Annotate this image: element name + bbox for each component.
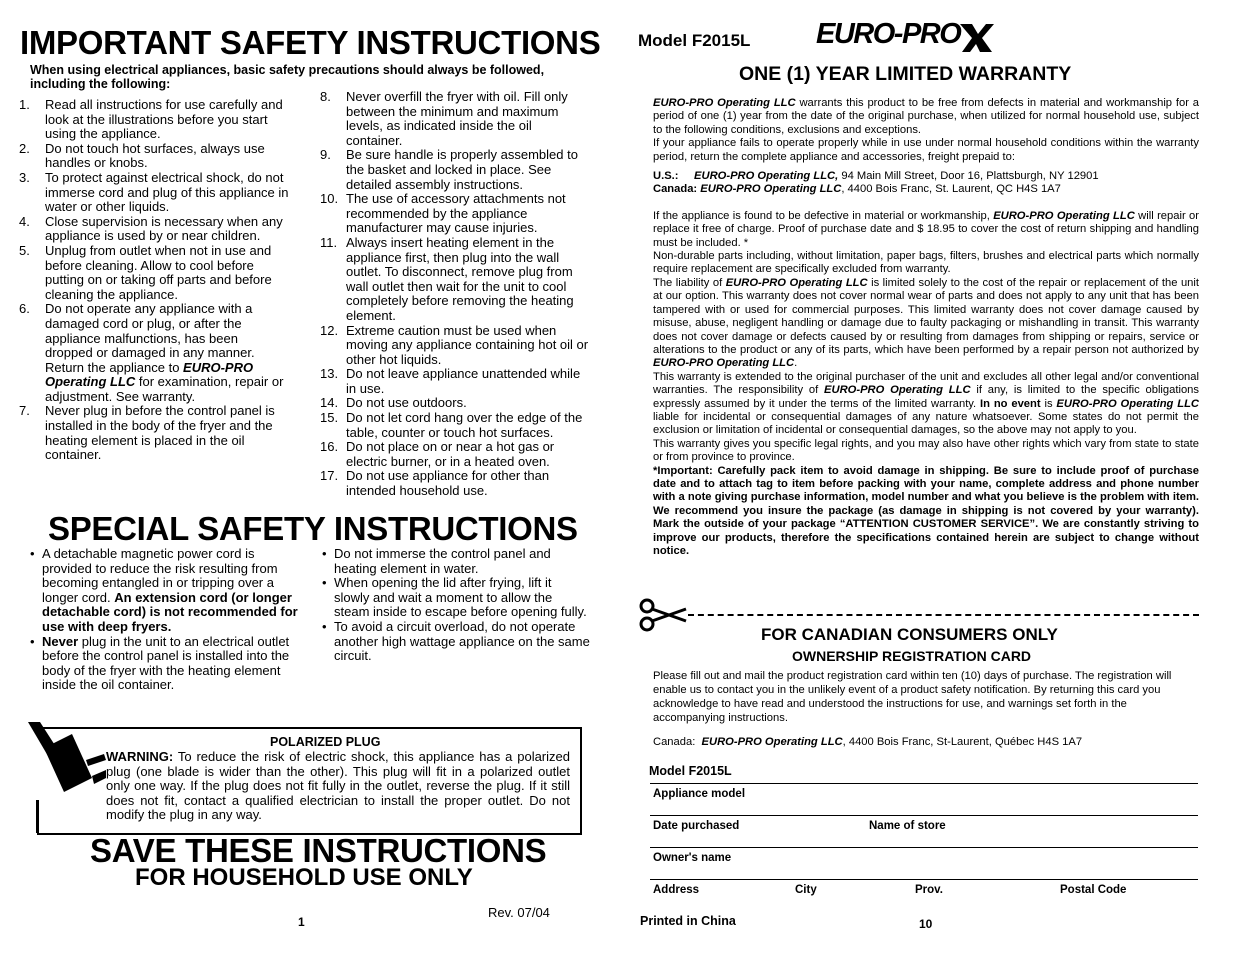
list-number: 15. [320, 410, 339, 426]
canadian-consumers-title: FOR CANADIAN CONSUMERS ONLY [761, 625, 1058, 644]
warranty-paragraph: EURO-PRO Operating LLC warrants this product to be free from defects in material and workmanship for a period of one (1) year from the date of the original purchase, when utilized for normal household use, subject to the following conditions, exclusions and exceptions. [653, 97, 1200, 136]
list-number: 8. [320, 89, 331, 104]
list-item: 6. Do not operate any appliance with a damaged cord or plug, or after the appliance malfunctions, has been dropped or damaged in any manner. Return the appliance to EURO-PRO Operating LLC for examination, repair or adjustment. See warranty. [19, 301, 284, 404]
polarized-plug-title: POLARIZED PLUG [270, 735, 381, 749]
warranty-paragraph: If the appliance is found to be defective in material or workmanship, EURO-PRO Operating LLC will repair or replace it free of charge. Proof of purchase date and $ 18.95 to cover the cost of return shipping and handling must be included. * [653, 209, 1200, 249]
form-line [650, 879, 1198, 880]
important-note: *Important: Carefully pack item to avoid damage in shipping. Be sure to include proof of purchase date and to attach tag to item before packing with your name, complete address and phone number with a note giving purchase information, model number and what you believe is the problem with item. We recommend you insure the package (as damage in shipping is not covered by your warranty). Mark the outside of your package “ATTENTION CUSTOMER SERVICE”. We are constantly striving to improve our products, therefore the specifications contained herein are subject to change without notice. [653, 464, 1199, 557]
list-number: 11. [320, 234, 338, 250]
warranty-paragraph: The liability of EURO-PRO Operating LLC is limited solely to the cost of the repair or replacement of the unit at our option. This warranty does not cover normal wear of parts and does not apply to any unit that has been tampered with or used for commercial purposes. This limited warranty does not cover damage caused by misuse, abuse, negligent handling or damage due to faulty packaging or mishandling in transit. This warranty does not cover damage or defects caused by or resulting from damages from shipping or repairs, service or alterations to the product or any of its parts, which have been performed by a repair person not authorized by EURO-PRO Operating LLC. [653, 276, 1199, 370]
list-item: • Do not immerse the control panel and heating element in water. [320, 547, 590, 576]
model-number: Model F2015L [638, 31, 751, 50]
list-item: 10. The use of accessory attachments not recommended by the appliance manufacturer may cause injuries. [320, 191, 566, 236]
form-model: Model F2015L [649, 764, 732, 778]
registration-card-title: OWNERSHIP REGISTRATION CARD [792, 648, 1032, 664]
list-item: 8. Never overfill the fryer with oil. Fill only between the minimum and maximum levels, as indicated inside the oil container. [320, 89, 568, 148]
list-item: 4. Close supervision is necessary when any appliance is used by or near children. [19, 213, 283, 244]
us-address: U.S.: EURO-PRO Operating LLC, 94 Main Mill Street, Door 16, Plattsburgh, NY 12901 [653, 170, 1099, 183]
address-field[interactable]: Address [653, 884, 700, 896]
save-instructions-title: SAVE THESE INSTRUCTIONS [90, 832, 547, 869]
store-name-field[interactable]: Name of store [869, 820, 946, 832]
plug-icon [26, 720, 106, 810]
form-line [650, 815, 1198, 816]
page-number-right: 10 [919, 917, 933, 931]
title-special-safety: SPECIAL SAFETY INSTRUCTIONS [48, 510, 578, 547]
list-item: 11. Always insert heating element in the appliance first, then plug into the wall outlet. To disconnect, remove plug from wall outlet then wait for the unit to cool completely before removing the heating element. [320, 234, 574, 323]
list-number: 7. [19, 403, 30, 419]
list-number: 13. [320, 366, 339, 382]
list-item: 5. Unplug from outlet when not in use and before cleaning. Allow to cool before putting on or taking off parts and before cleaning the appliance. [19, 242, 272, 302]
date-purchased-field[interactable]: Date purchased [653, 820, 740, 832]
page-number-left: 1 [298, 915, 305, 929]
safety-list-col1 [19, 98, 289, 463]
list-number: 5. [19, 242, 30, 258]
list-item: 15. Do not let cord hang over the edge of the table, counter or touch hot surfaces. [320, 410, 583, 440]
appliance-model-field[interactable]: Appliance model [653, 788, 746, 800]
list-item: 14. Do not use outdoors. [320, 395, 467, 411]
warranty-paragraph: This warranty is extended to the original purchaser of the unit and excludes all other legal and/or conventional warranties. The responsibility of EURO-PRO Operating LLC if any, is limited to the specific obligations expressly assumed by it under the terms of the limited warranty. In no event is EURO-PRO Operating LLC liable for incidental or consequential damages of any nature whatsoever. Some states do not permit the exclusion or limitation of incidental or consequential damages, so the above may not apply to you. [653, 370, 1199, 437]
canada-address: Canada: EURO-PRO Operating LLC, 4400 Bois Franc, St. Laurent, QC H4S 1A7 [653, 183, 1061, 196]
special-list-col1 [28, 547, 300, 693]
list-number: 3. [19, 169, 30, 185]
list-number: 4. [19, 213, 30, 229]
warranty-body [653, 97, 1199, 558]
province-field[interactable]: Prov. [915, 884, 943, 896]
revision-label: Rev. 07/04 [488, 905, 550, 920]
list-number: 6. [19, 301, 30, 317]
special-list-col2 [320, 547, 590, 664]
list-item: 3. To protect against electrical shock, do not immerse cord and plug of this appliance in water or other liquids. [19, 169, 289, 215]
list-number: 14. [320, 395, 339, 411]
household-use-title: FOR HOUSEHOLD USE ONLY [135, 864, 473, 891]
list-item: 7. Never plug in before the control panel is installed in the body of the fryer and the heating element is placed in the oil container. [19, 403, 275, 463]
scissors-icon [638, 597, 688, 633]
list-item: • A detachable magnetic power cord is provided to reduce the risk resulting from becoming entangled in or tripping over a longer cord. An extension cord (or longer detachable cord) is not recommended for use with deep fryers. [28, 547, 300, 635]
list-item: • To avoid a circuit overload, do not operate another high wattage appliance on the same circuit. [320, 620, 590, 664]
form-line [650, 847, 1198, 848]
safety-list-col2 [320, 90, 590, 499]
owner-name-field[interactable]: Owner's name [653, 852, 732, 864]
list-number: 10. [320, 191, 339, 207]
list-number: 17. [320, 468, 339, 484]
list-item: 1. Read all instructions for use carefully and look at the illustrations before you start using the appliance. [19, 97, 283, 142]
city-field[interactable]: City [795, 884, 817, 896]
list-item: 12. Extreme caution must be used when moving any appliance containing hot oil or other hot liquids. [320, 322, 589, 367]
warranty-title: ONE (1) YEAR LIMITED WARRANTY [739, 63, 1072, 85]
euro-pro-logo: EURO-PRO [816, 18, 961, 50]
list-item: 2. Do not touch hot surfaces, always use handles or knobs. [19, 140, 265, 171]
warranty-paragraph: Non-durable parts including, without limitation, paper bags, filters, brushes and electrical parts which normally require replacement are specifically excluded from warranty. [653, 250, 1199, 276]
list-number: 1. [19, 97, 30, 112]
registration-text: Please fill out and mail the product registration card within ten (10) days of purchase. The registration will enable us to contact you in the unlikely event of a product safety notification. By returning this card you acknowledge to have read and understood the instructions for use, and warnings set forth in the accompanying instructions. [653, 670, 1172, 724]
form-line [650, 783, 1198, 784]
list-number: 12. [320, 322, 339, 338]
list-item: 16. Do not place on or near a hot gas or electric burner, or in a heated oven. [320, 439, 555, 469]
polarized-plug-warning: WARNING: To reduce the risk of electric shock, this appliance has a polarized plug (one blade is wider than the other). This plug will fit in a polarized outlet only one way. If the plug does not fit fully in the outlet, reverse the plug. If it still does not fit, contact a qualified electrician to install the proper outlet. Do not modify the plug in any way. [106, 749, 570, 823]
title-important-safety: IMPORTANT SAFETY INSTRUCTIONS [20, 24, 601, 61]
postal-code-field[interactable]: Postal Code [1060, 884, 1127, 896]
printed-in-china: Printed in China [640, 914, 736, 928]
warranty-paragraph: If your appliance fails to operate properly while in use under normal household conditions within the warranty period, return the complete appliance and accessories, freight prepaid to: [653, 137, 1199, 163]
list-item: 17. Do not use appliance for other than intended household use. [320, 468, 550, 499]
list-item: 9. Be sure handle is properly assembled to the basket and locked in place. See detailed assembly instructions. [320, 147, 578, 192]
list-number: 9. [320, 147, 331, 163]
list-number: 2. [19, 140, 30, 156]
registration-canada-address: Canada: EURO-PRO Operating LLC, 4400 Bois Franc, St-Laurent, Québec H4S 1A7 [653, 736, 1083, 748]
list-item: • Never plug in the unit to an electrical outlet before the control panel is installed into the body of the fryer with the heating element inside the oil container. [28, 635, 300, 693]
intro-text: When using electrical appliances, basic safety precautions should always be followed, including the following: [30, 63, 545, 91]
list-number: 16. [320, 439, 339, 455]
warranty-paragraph: This warranty gives you specific legal rights, and you may also have other rights which vary from state to state or from province to province. [653, 437, 1199, 464]
logo-x-icon [958, 22, 996, 54]
cut-line [688, 614, 1199, 616]
list-item: 13. Do not leave appliance unattended while in use. [320, 366, 581, 396]
list-item: • When opening the lid after frying, lift it slowly and wait a moment to allow the steam inside to escape before opening fully. [320, 576, 590, 620]
